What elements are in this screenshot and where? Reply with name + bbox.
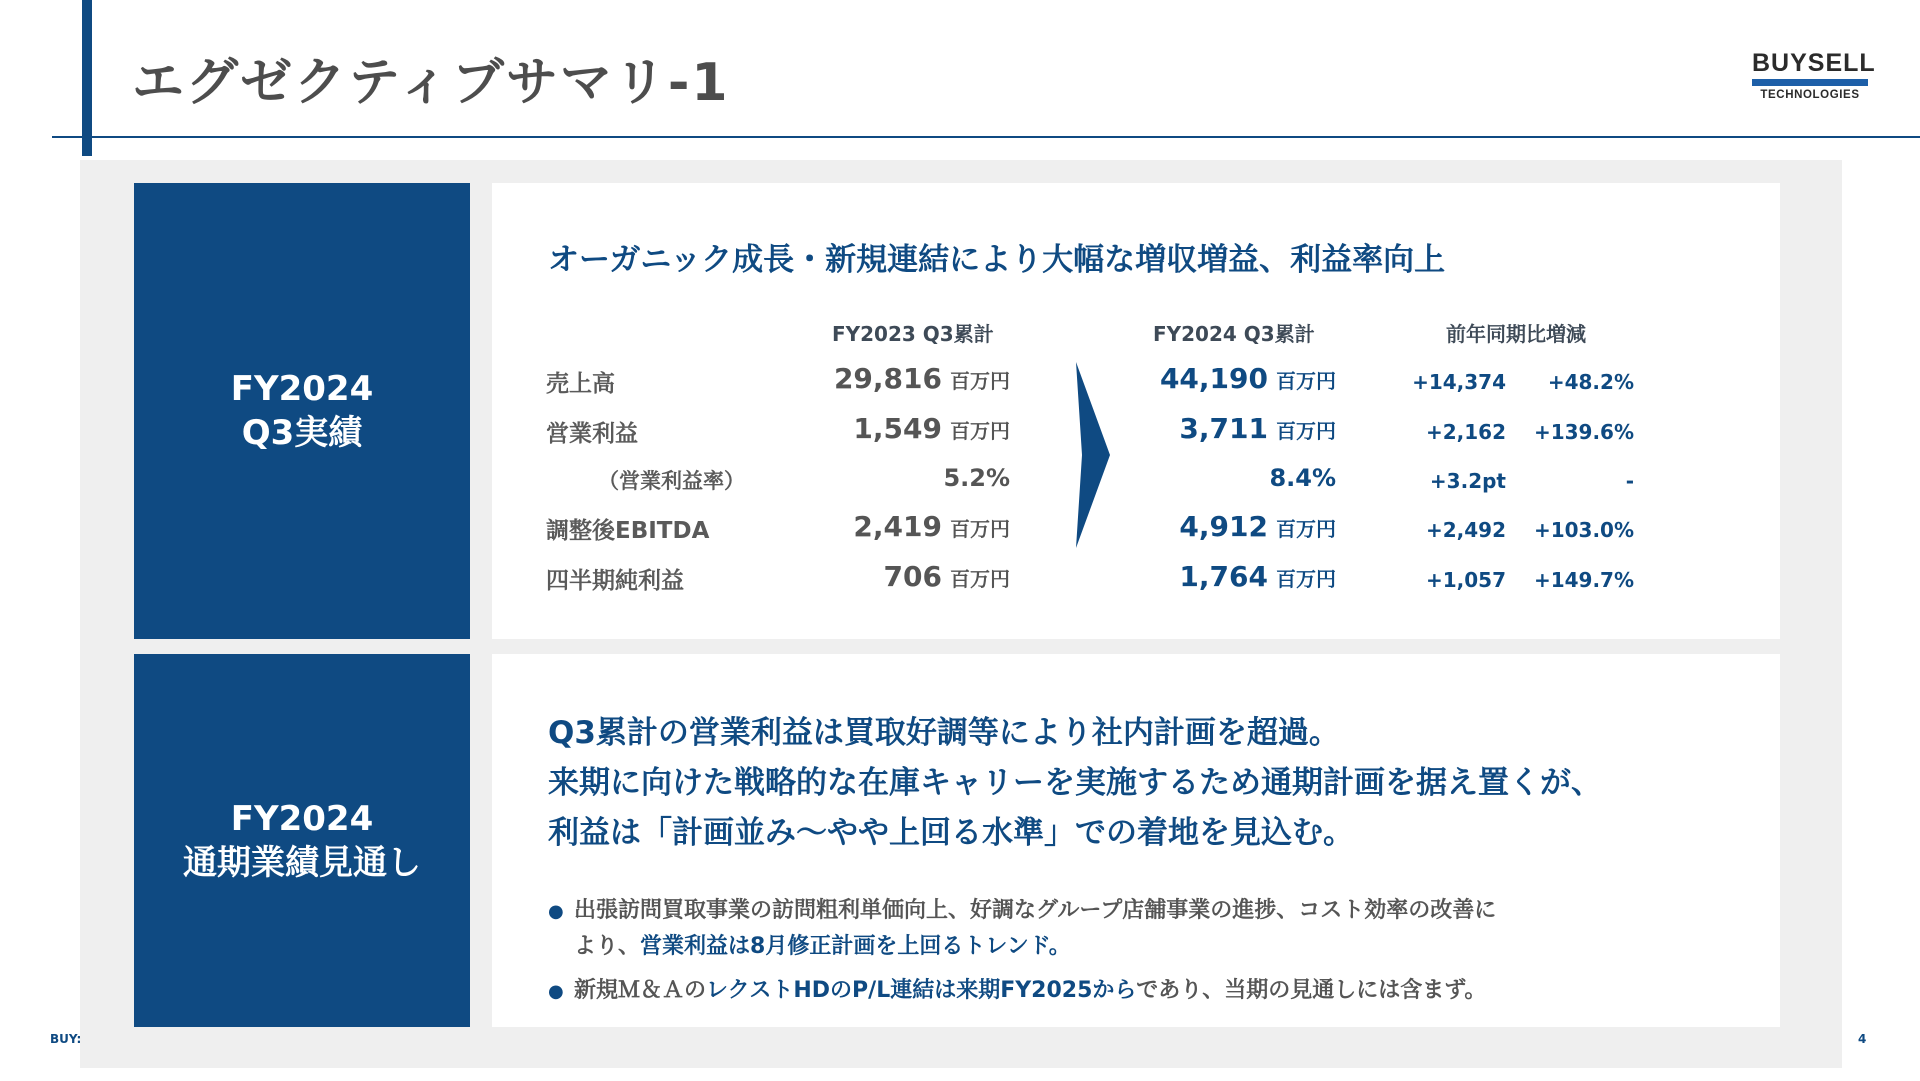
net-income-diff-abs: +1,057 [1425,568,1506,592]
adjusted-ebitda-fy2023: 2,419 百万円 [853,510,1010,543]
row-label-revenue: 売上高 [546,371,615,397]
row-label-operating-profit: 営業利益 [546,421,638,447]
column-header-fy2024: FY2024 Q3累計 [1153,322,1315,346]
outlook-message-line: 来期に向けた戦略的な在庫キャリーを実施するため通期計画を据え置くが、 [548,765,1602,801]
section-label-full-year-outlook [134,654,470,1027]
header-divider [52,136,1920,138]
revenue-fy2023: 29,816 百万円 [833,362,1010,395]
revenue-fy2024: 44,190 百万円 [1159,362,1336,395]
adjusted-ebitda-diff-abs: +2,492 [1425,518,1506,542]
section-label-line1: FY2024 [230,798,374,839]
logo-subtext: TECHNOLOGIES [1760,89,1860,101]
net-income-fy2024: 1,764 百万円 [1179,560,1336,593]
operating-profit-diff-pct: +139.6% [1533,420,1634,444]
adjusted-ebitda-diff-pct: +103.0% [1533,518,1634,542]
net-income-diff-pct: +149.7% [1533,568,1634,592]
operating-margin-fy2023: 5.2% [943,464,1010,492]
operating-profit-fy2024: 3,711 百万円 [1179,412,1336,445]
section-label-line2: Q3実績 [241,413,363,453]
outlook-message [548,708,1602,858]
section-label-q3-results [134,183,470,639]
page-title: エグゼクティブサマリ-1 [132,53,730,113]
revenue-diff-abs: +14,374 [1412,370,1506,394]
section-label-line2: 通期業績見通し [183,842,421,883]
logo-wordmark: BUYSELL [1752,49,1876,77]
results-headline: オーガニック成長・新規連結により大幅な増収増益、利益率向上 [548,242,1446,278]
operating-margin-fy2024: 8.4% [1269,464,1336,492]
row-label-net-income: 四半期純利益 [546,568,684,594]
operating-margin-diff-abs: +3.2pt [1429,469,1506,493]
adjusted-ebitda-fy2024: 4,912 百万円 [1179,510,1336,543]
bullet-icon: ● [548,981,564,1002]
row-label-adjusted-ebitda: 調整後EBITDA [546,518,710,544]
net-income-fy2023: 706 百万円 [883,560,1010,593]
outlook-message-line: Q3累計の営業利益は買取好調等により社内計画を超過。 [548,715,1340,751]
operating-margin-diff-pct: - [1625,469,1634,493]
logo-bar [1752,79,1868,86]
column-header-fy2023: FY2023 Q3累計 [832,322,994,346]
row-label-operating-margin: （営業利益率） [598,469,745,493]
bullet-icon: ● [548,901,564,922]
revenue-diff-pct: +48.2% [1547,370,1634,394]
operating-profit-diff-abs: +2,162 [1425,420,1506,444]
column-header-yoy: 前年同期比増減 [1446,322,1586,346]
footer-company-text: BUY: [50,1032,82,1046]
outlook-message-line: 利益は「計画並み～やや上回る水準」での着地を見込む。 [548,815,1354,851]
title-accent-bar [82,0,92,156]
bullet-item-visit-purchase: ● 出張訪問買取事業の訪問粗利単価向上、好調なグループ店舗事業の進捗、コスト効率の改善に より、営業利益は8月修正計画を上回るトレンド。 [548,893,1496,964]
company-logo [1752,49,1876,101]
bullet-item-new-ma: ● 新規Ｍ＆ＡのレクストHDのP/L連結は来期FY2025からであり、当期の見通しには含まず。 [548,973,1486,1009]
page-number: 4 [1858,1032,1867,1046]
section-label-line1: FY2024 [230,369,374,409]
chevron-right-icon [1076,362,1112,548]
operating-profit-fy2023: 1,549 百万円 [853,412,1010,445]
